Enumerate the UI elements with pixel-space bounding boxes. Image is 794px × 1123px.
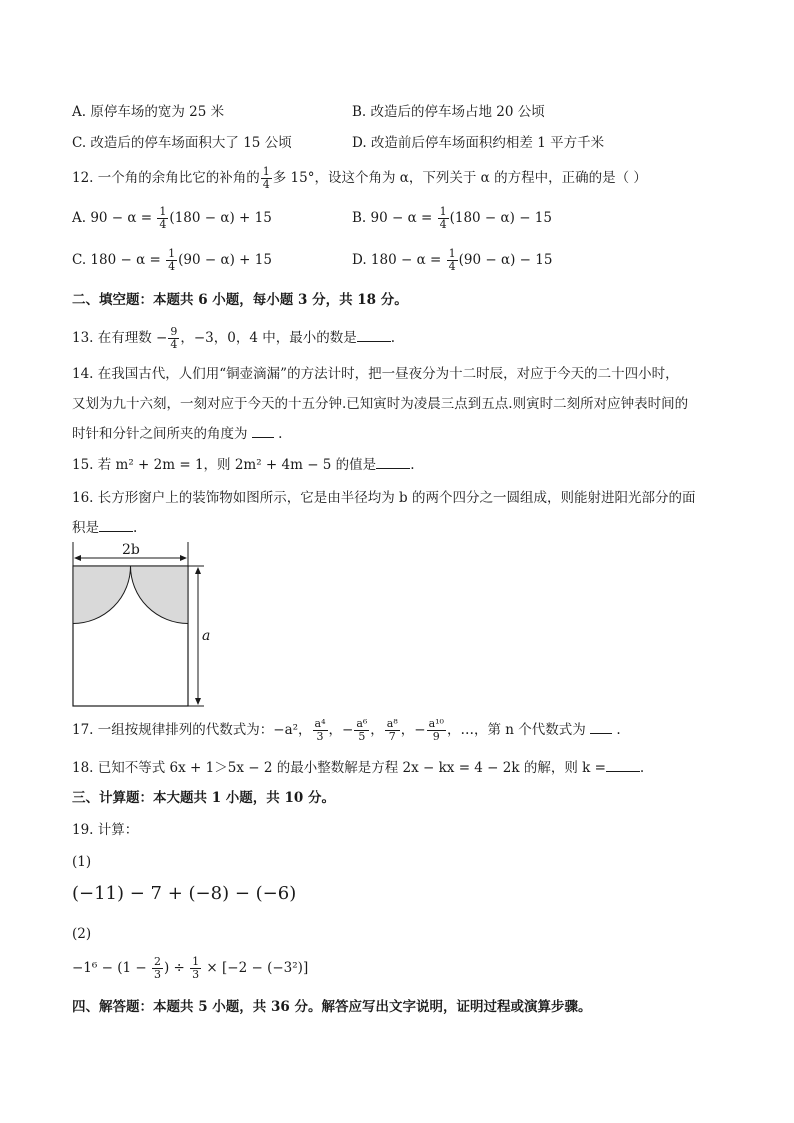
q12-option-a-post: (180 − α) + 15 [169, 210, 272, 226]
fraction-denominator: 4 [159, 218, 167, 231]
fraction-denominator: 4 [262, 178, 270, 191]
q19-expression-1: (−11) − 7 + (−8) − (−6) [72, 883, 297, 904]
q12-option-a [72, 206, 272, 231]
fraction-denominator: 4 [448, 260, 456, 273]
fraction-numerator: 1 [439, 205, 447, 218]
q18-text: 18. 已知不等式 6x + 1＞5x − 2 的最小整数解是方程 2x − kx = 4 − 2k 的解，则 k = [72, 760, 606, 776]
q14-line-2: 又划为九十六刻，一刻对应于今天的十五分钟.已知寅时为凌晨三点到五点.则寅时二刻所对应钟表时间的 [72, 396, 689, 412]
q19-part-2-label: (2) [72, 926, 92, 942]
q12-option-c-post: (90 − α) + 15 [178, 252, 272, 268]
fraction-denominator: 5 [358, 730, 366, 743]
fraction-numerator: 1 [168, 247, 176, 260]
q15 [72, 455, 414, 475]
q17-term-2 [313, 718, 328, 743]
fraction-denominator: 4 [170, 338, 178, 351]
fraction-numerator: a⁸ [386, 717, 398, 730]
fraction-numerator: 2 [153, 955, 161, 968]
q16-end: . [133, 520, 138, 536]
q12-option-b-pre: B. 90 − α = [352, 210, 437, 226]
q12-option-a-fraction [157, 206, 168, 231]
section-4-heading: 四、解答题：本题共 5 小题，共 36 分。解答应写出文字说明，证明过程或演算步骤。 [72, 999, 592, 1015]
fraction-numerator: a⁴ [314, 717, 326, 730]
figure-width-label: 2b [122, 542, 140, 558]
q19-expr2-c: × [−2 − (−3²)] [202, 960, 309, 976]
q16-line-2-text: 积是 [72, 520, 99, 536]
answer-blank [99, 519, 133, 532]
q12-stem-b: 多 15°，设这个角为 α，下列关于 α 的方程中，正确的是（ ） [272, 170, 647, 186]
q11-option-a: A. 原停车场的宽为 25 米 [72, 104, 225, 120]
figure-height-label: a [202, 628, 211, 644]
q11-option-b: B. 改造后的停车场占地 20 公顷 [352, 104, 545, 120]
q16-line-2 [72, 518, 137, 538]
q19-expr2-fraction-1 [152, 956, 163, 981]
q12-option-b [352, 206, 552, 231]
answer-blank [376, 456, 410, 469]
fraction-numerator: a⁶ [356, 717, 368, 730]
section-2-heading: 二、填空题：本题共 6 小题，每小题 3 分，共 18 分。 [72, 292, 408, 308]
q13-end: . [390, 330, 396, 346]
fraction-numerator: 9 [170, 325, 178, 338]
fraction-denominator: 3 [192, 968, 200, 981]
q11-option-d: D. 改造前后停车场面积约相差 1 平方千米 [352, 135, 605, 151]
q19-expr2-fraction-2 [190, 956, 201, 981]
q12-option-d-fraction [447, 248, 458, 273]
window-figure [66, 540, 226, 712]
fraction-numerator: 1 [448, 247, 456, 260]
q14-line-3-text: 时针和分针之间所夹的角度为 [72, 426, 248, 442]
q13-fraction [168, 326, 179, 351]
q12-option-b-post: (180 − α) − 15 [449, 210, 552, 226]
fraction-denominator: 3 [316, 730, 324, 743]
fraction-denominator: 7 [388, 730, 396, 743]
q19-expression-2 [72, 956, 308, 981]
q17-end: . [616, 722, 621, 738]
q19-part-1-label: (1) [72, 854, 92, 870]
q12-option-c-fraction [166, 248, 177, 273]
q17 [72, 718, 621, 743]
q12-fraction [261, 166, 272, 191]
q12-stem-a: 12. 一个角的余角比它的补角的 [72, 170, 260, 186]
q17-sep: ，− [328, 722, 354, 738]
q12-option-c-pre: C. 180 − α = [72, 252, 166, 268]
q12-option-a-pre: A. 90 − α = [72, 210, 157, 226]
q13-post: ，−3，0，4 中，最小的数是 [180, 330, 357, 346]
fraction-denominator: 3 [153, 968, 161, 981]
fraction-denominator: 9 [432, 730, 440, 743]
q19-expr2-b: ) ÷ [163, 960, 190, 976]
fraction-numerator: 1 [159, 205, 167, 218]
fraction-numerator: a¹⁰ [428, 717, 444, 730]
q17-term-5 [427, 718, 446, 743]
answer-blank [606, 759, 640, 772]
q13-pre: 13. 在有理数 − [72, 330, 168, 346]
q11-option-c: C. 改造后的停车场面积大了 15 公顷 [72, 135, 292, 151]
answer-blank [590, 721, 612, 734]
q15-end: . [410, 457, 415, 473]
fraction-numerator: 1 [192, 955, 200, 968]
q16-line-1: 16. 长方形窗户上的装饰物如图所示，它是由半径均为 b 的两个四分之一圆组成，则能射进阳光部分的面 [72, 490, 696, 506]
q12-option-b-fraction [438, 206, 449, 231]
q17-sep: ，− [400, 722, 426, 738]
q17-sep: ， [370, 722, 384, 738]
q19-expr2-a: −1⁶ − (1 − [72, 960, 151, 976]
q18 [72, 758, 644, 778]
fraction-numerator: 1 [262, 165, 270, 178]
q17-term-4 [385, 718, 400, 743]
answer-blank [252, 425, 274, 438]
q19-title: 19. 计算： [72, 822, 139, 838]
q18-end: . [639, 760, 645, 776]
fraction-denominator: 4 [168, 260, 176, 273]
q14-line-1: 14. 在我国古代，人们用“铜壶滴漏”的方法计时，把一昼夜分为十二时辰，对应于今天的二十四小时， [72, 366, 679, 382]
q17-post: ，…，第 n 个代数式为 [446, 722, 586, 738]
fraction-denominator: 4 [439, 218, 447, 231]
q12-stem [72, 166, 647, 191]
q14-line-3 [72, 424, 282, 444]
q17-term-3 [354, 718, 369, 743]
q15-text: 15. 若 m² + 2m = 1，则 2m² + 4m − 5 的值是 [72, 457, 377, 473]
q13 [72, 326, 395, 351]
q12-option-d-post: (90 − α) − 15 [458, 252, 553, 268]
q14-end: . [278, 426, 283, 442]
section-3-heading: 三、计算题：本大题共 1 小题，共 10 分。 [72, 790, 335, 806]
q17-pre: 17. 一组按规律排列的代数式为：−a²， [72, 722, 312, 738]
q12-option-d [352, 248, 552, 273]
q12-option-c [72, 248, 272, 273]
answer-blank [357, 329, 391, 342]
q12-option-d-pre: D. 180 − α = [352, 252, 446, 268]
